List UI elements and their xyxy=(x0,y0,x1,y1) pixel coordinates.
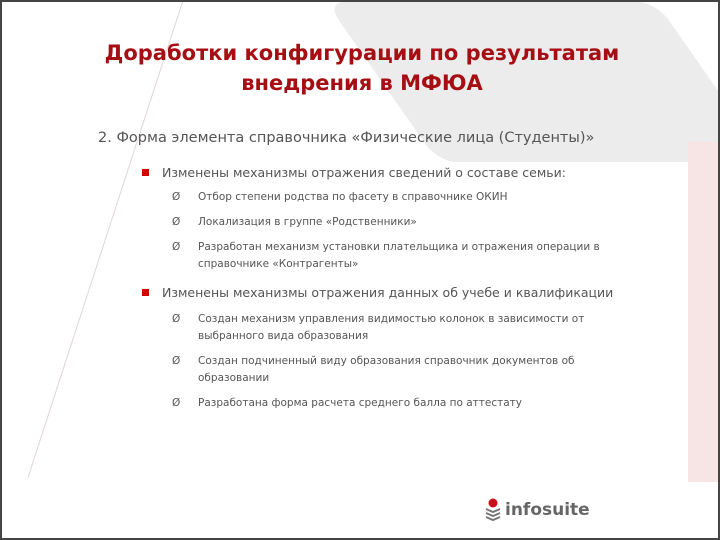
infosuite-logo xyxy=(484,498,590,522)
logo-text: infosuite xyxy=(505,500,590,520)
slide-title: Доработки конфигурации по результатам внедрения в МФЮА xyxy=(104,41,620,95)
square-bullet-icon xyxy=(142,289,149,296)
section-heading: 2. Форма элемента справочника «Физические лица (Студенты)» xyxy=(98,130,595,146)
bullet-text: Изменены механизмы отражения данных об учебе и квалификации xyxy=(162,285,614,300)
arrow-bullet-icon: Ø xyxy=(172,355,181,367)
background-accent xyxy=(688,142,718,482)
logo-stack-icon xyxy=(484,498,502,522)
arrow-bullet-icon: Ø xyxy=(172,397,181,409)
arrow-bullet-icon: Ø xyxy=(172,313,181,325)
arrow-bullet-icon: Ø xyxy=(172,241,181,253)
sub-bullet-text: Создан механизм управления видимостью колонок в зависимости от выбранного вида образования xyxy=(198,313,585,342)
bullet-text: Изменены механизмы отражения сведений о составе семьи: xyxy=(162,165,566,180)
square-bullet-icon xyxy=(142,169,149,176)
arrow-bullet-icon: Ø xyxy=(172,191,181,203)
sub-bullet-text: Разработан механизм установки плательщика и отражения операции в справочнике «Контрагенты» xyxy=(198,241,600,270)
arrow-bullet-icon: Ø xyxy=(172,216,181,228)
sub-bullet-text: Разработана форма расчета среднего балла по аттестату xyxy=(198,397,522,409)
sub-bullet-text: Отбор степени родства по фасету в справочнике ОКИН xyxy=(198,191,508,203)
sub-bullet-text: Локализация в группе «Родственники» xyxy=(198,216,417,228)
sub-bullet-text: Создан подчиненный виду образования справочник документов об образовании xyxy=(198,355,575,384)
